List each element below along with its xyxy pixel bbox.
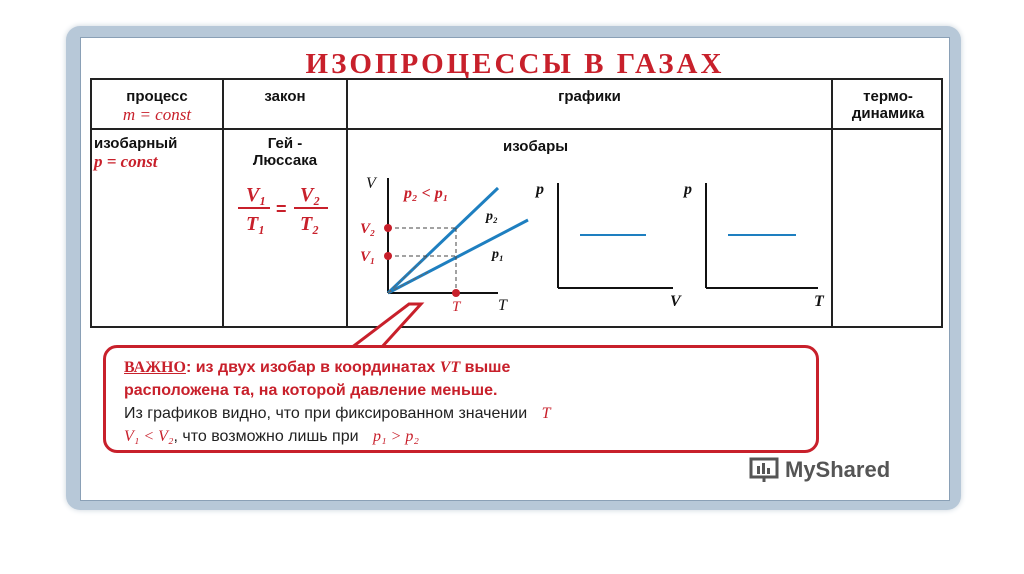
myshared-logo[interactable]: [749, 457, 890, 483]
header-thermo-2: динамика: [851, 105, 925, 122]
logo-text: MyShared: [785, 457, 891, 482]
note-line2: расположена та, на которой давление меньше.: [124, 382, 498, 399]
process-cell: [92, 135, 224, 172]
law-line1: Гей -: [267, 135, 303, 152]
header-divider: [92, 128, 941, 130]
slide-frame: [66, 26, 961, 510]
formula-t2: T₂: [300, 213, 320, 235]
header-law: закон: [264, 88, 306, 105]
graphs-caption: изобары: [503, 138, 569, 155]
v1-point: [384, 252, 392, 260]
vt-relation: p₂ < p₁: [404, 185, 449, 202]
isoprocess-table: [90, 78, 943, 328]
v2-tick: V₂: [360, 221, 376, 237]
note-line1-text: : из двух изобар в координатах: [185, 359, 440, 376]
v1-tick: V₁: [360, 249, 376, 265]
gay-lussac-formula: [224, 175, 346, 245]
t-tick: T: [452, 299, 461, 315]
formula-eq: =: [276, 199, 287, 219]
pv-y-label: p: [536, 181, 544, 198]
header-process-cond: m = const: [122, 105, 192, 124]
p2-line-label: p₂: [486, 209, 498, 224]
p1-line-label: p₁: [492, 247, 504, 262]
note-v-ineq: V₁ < V₂: [124, 428, 174, 445]
note-line4: [124, 425, 804, 448]
presentation-board-icon: [749, 457, 779, 483]
important-note: [103, 345, 819, 453]
header-graphs: графики: [558, 88, 621, 105]
note-line1-end: выше: [460, 359, 511, 376]
note-important: ВАЖНО: [124, 359, 186, 376]
note-vt: VT: [439, 359, 461, 376]
note-line3: [124, 402, 804, 425]
t-point: [452, 289, 460, 297]
process-cond: p = const: [94, 152, 158, 171]
header-process: [92, 88, 222, 125]
header-process-label: процесс: [126, 88, 188, 105]
note-line3-text: Из графиков видно, что при фиксированном значении: [124, 405, 528, 422]
pv-x-label: V: [670, 293, 681, 310]
note-line1: [124, 356, 804, 379]
note-t: T: [541, 405, 551, 422]
header-thermo-1: термо-: [863, 88, 913, 105]
slide-title: ИЗОПРОЦЕССЫ В ГАЗАХ: [305, 48, 725, 80]
formula-t1: T₁: [246, 213, 266, 235]
header-thermodynamics: [833, 88, 943, 122]
pt-y-label: p: [684, 181, 692, 198]
callout-tail: [351, 304, 421, 348]
v2-point: [384, 224, 392, 232]
law-line2: Люссака: [252, 152, 318, 169]
formula-v1: V₁: [246, 184, 267, 206]
vt-y-label: V: [366, 175, 376, 192]
law-cell: [224, 135, 346, 249]
formula-v2: V₂: [300, 184, 321, 206]
note-line4-text: , что возможно лишь при: [173, 428, 359, 445]
note-p-ineq: p₁ > p₂: [373, 428, 419, 445]
vt-x-label: T: [498, 297, 507, 314]
pt-x-label: T: [814, 293, 824, 310]
slide-content: [80, 37, 950, 501]
process-name: изобарный: [94, 135, 178, 152]
